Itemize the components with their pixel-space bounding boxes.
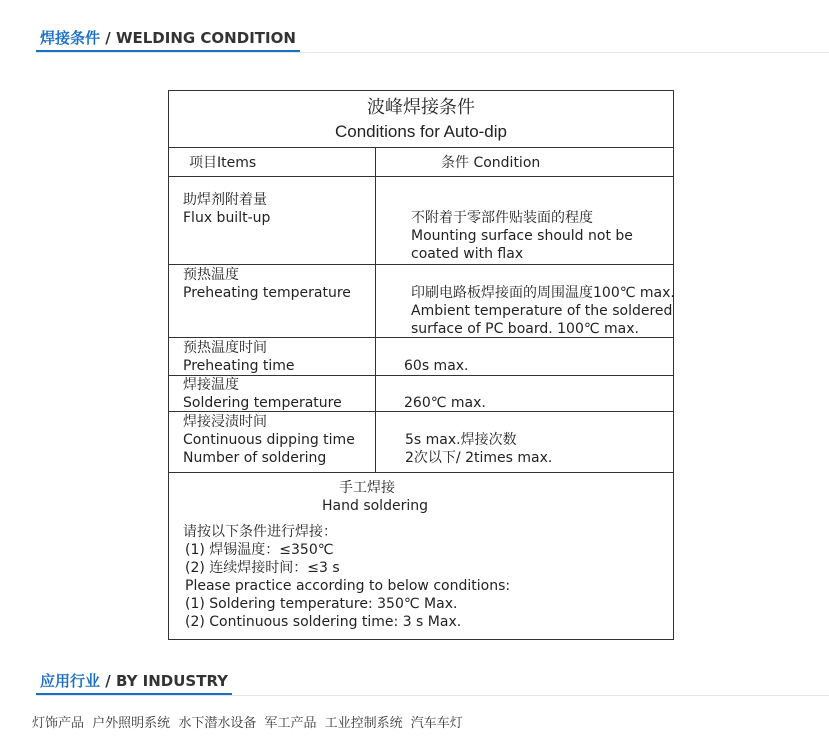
item-cn: 预热温度时间	[183, 340, 267, 356]
industry-link[interactable]: 汽车车灯	[410, 716, 463, 731]
item-en: Preheating temperature	[183, 285, 351, 301]
welding-title-en: WELDING CONDITION	[115, 29, 296, 47]
table-row	[169, 337, 673, 375]
industry-section-title	[36, 671, 232, 695]
condition-line: coated with flax	[411, 246, 524, 262]
hand-line: (2) 连续焊接时间：≤3 s	[185, 560, 340, 576]
condition-line: Ambient temperature of the soldered	[411, 303, 673, 319]
hand-title-cn: 手工焊接	[339, 480, 395, 496]
hand-line: (1) Soldering temperature: 350℃ Max.	[185, 596, 458, 612]
column-header-items: 项目Items	[189, 155, 257, 171]
table-row	[169, 375, 673, 412]
hand-line: (2) Continuous soldering time: 3 s Max.	[185, 614, 462, 630]
condition-line: 印刷电路板焊接面的周围温度100℃ max.	[411, 285, 675, 301]
hand-line: Please practice according to below conditions:	[185, 578, 511, 594]
hand-title-en: Hand soldering	[322, 498, 428, 514]
item-en: Number of soldering	[183, 450, 327, 466]
welding-section-title	[36, 28, 300, 52]
condition-line: surface of PC board. 100℃ max.	[411, 321, 639, 337]
item-en: Continuous dipping time	[183, 432, 355, 448]
item-en: Flux built-up	[183, 210, 271, 226]
industry-link[interactable]: 水下潜水设备	[178, 716, 257, 731]
table-row	[169, 411, 673, 472]
industry-link[interactable]: 军工产品	[264, 716, 317, 731]
welding-title-sep: /	[100, 29, 116, 47]
condition-line: 不附着于零部件贴装面的程度	[411, 210, 593, 226]
industry-link[interactable]: 户外照明系统	[92, 716, 171, 731]
industry-link[interactable]: 工业控制系统	[324, 716, 403, 731]
condition-line: 2次以下/ 2times max.	[405, 450, 553, 466]
item-en: Preheating time	[183, 358, 295, 374]
table-row	[169, 176, 673, 265]
welding-section-header	[36, 28, 829, 53]
condition-line: 60s max.	[404, 358, 469, 374]
item-en: Soldering temperature	[183, 395, 342, 411]
welding-conditions-table	[168, 90, 674, 640]
condition-line: Mounting surface should not be	[411, 228, 633, 244]
condition-line: 5s max.焊接次数	[405, 432, 517, 448]
table-title-cn: 波峰焊接条件	[367, 97, 475, 118]
welding-title-cn: 焊接条件	[40, 29, 101, 47]
industry-title-sep: /	[100, 672, 116, 690]
industry-section-header	[36, 671, 829, 696]
hand-line: 请按以下条件进行焊接：	[183, 524, 337, 540]
item-cn: 焊接浸渍时间	[183, 414, 267, 430]
hand-line: (1) 焊锡温度：≤350℃	[185, 542, 334, 558]
table-title-row	[169, 91, 673, 147]
hand-soldering-block	[169, 472, 673, 640]
condition-line: 260℃ max.	[404, 395, 486, 411]
item-cn: 助焊剂附着量	[183, 192, 267, 208]
column-header-condition: 条件 Condition	[441, 155, 541, 171]
item-cn: 预热温度	[183, 267, 239, 283]
industry-list	[32, 712, 467, 731]
table-header-row	[169, 147, 673, 177]
industry-link[interactable]: 灯饰产品	[32, 716, 85, 731]
industry-title-en: BY INDUSTRY	[115, 672, 229, 690]
table-title-en: Conditions for Auto-dip	[335, 122, 507, 141]
industry-title-cn: 应用行业	[40, 672, 101, 690]
table-row	[169, 264, 673, 337]
column-divider	[375, 147, 376, 472]
item-cn: 焊接温度	[183, 377, 239, 393]
